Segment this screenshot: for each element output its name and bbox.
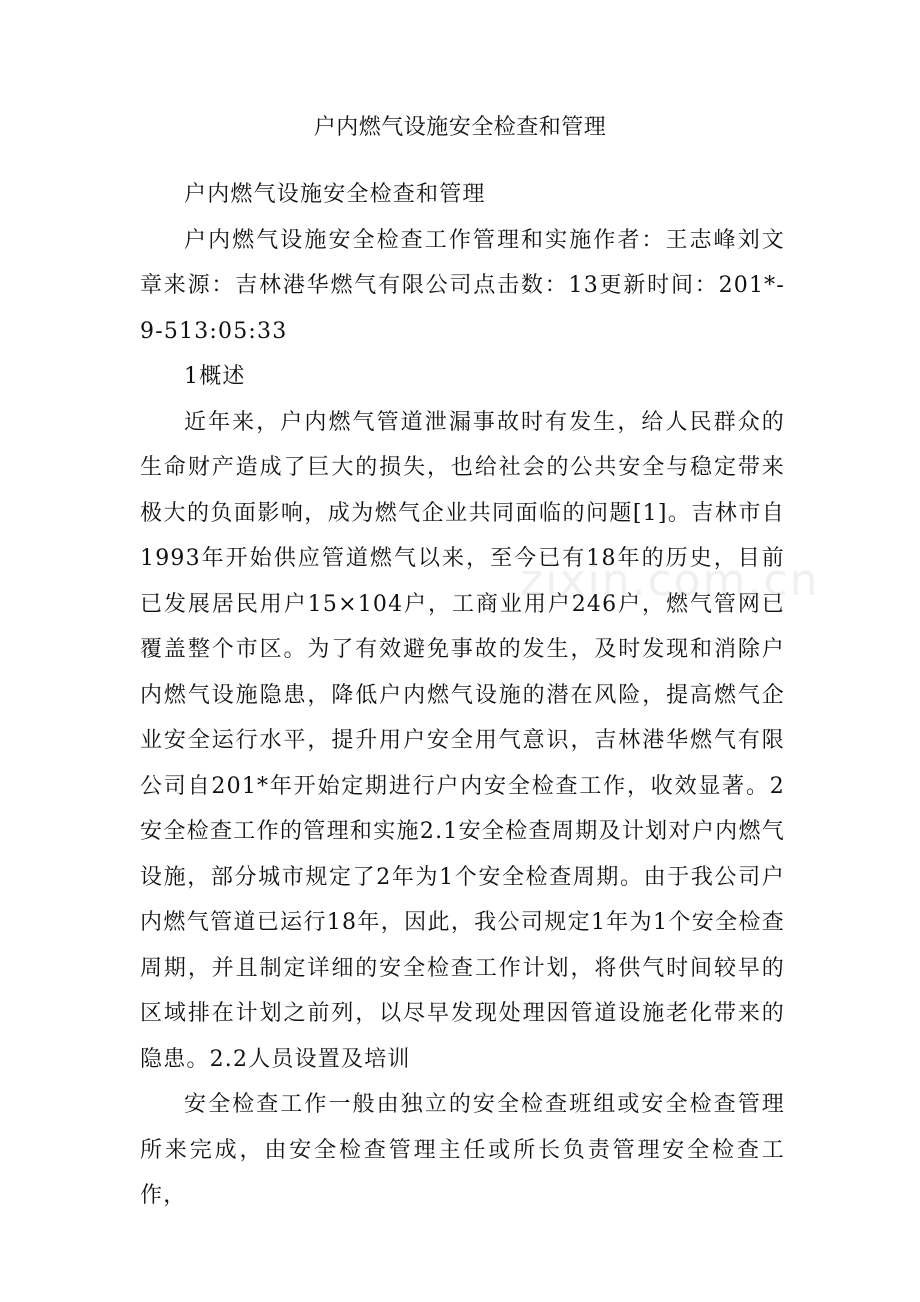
paragraph-meta: 户内燃气设施安全检查工作管理和实施作者：王志峰刘文章来源：吉林港华燃气有限公司点击数：13更新时间：201*-9-513:05:33 [140,227,785,344]
paragraph-body: 安全检查工作一般由独立的安全检查班组或安全检查管理所来完成，由安全检查管理主任或所长负责管理安全检查工作， [140,1092,785,1208]
watermark-logo: zixin.com.cn [520,555,820,606]
document-title: 户内燃气设施安全检查和管理 [313,115,607,140]
paragraph-body: 近年来，户内燃气管道泄漏事故时有发生，给人民群众的生命财产造成了巨大的损失，也给社会的公共安全与稳定带来极大的负面影响，成为燃气企业共同面临的问题[1]。吉林市自1993年开始供应管道燃气以来，至今已有18年的历史，目前已发展居民用户15×104户，工商业用户246户，燃气管网已覆盖整个市区。为了有效避免事故的发生，及时发现和消除户内燃气设施隐患，降低户内燃气设施的潜在风险，提高燃气企业安全运行水平，提升用户安全用气意识，吉林港华燃气有限公司自201*年开始定期进行户内安全检查工作，收效显著。2安全检查工作的管理和实施2.1安全检查周期及计划对户内燃气设施，部分城市规定了2年为1个安全检查周期。由于我公司户内燃气管道已运行18年，因此，我公司规定1年为1个安全检查周期，并且制定详细的安全检查工作计划，将供气时间较早的区域排在计划之前列，以尽早发现处理因管道设施老化带来的隐患。2.2人员设置及培训 [140,409,785,1072]
paragraph-subtitle: 户内燃气设施安全检查和管理 [184,182,486,207]
paragraph-section-heading: 1概述 [184,364,246,389]
document-body [140,172,785,1219]
